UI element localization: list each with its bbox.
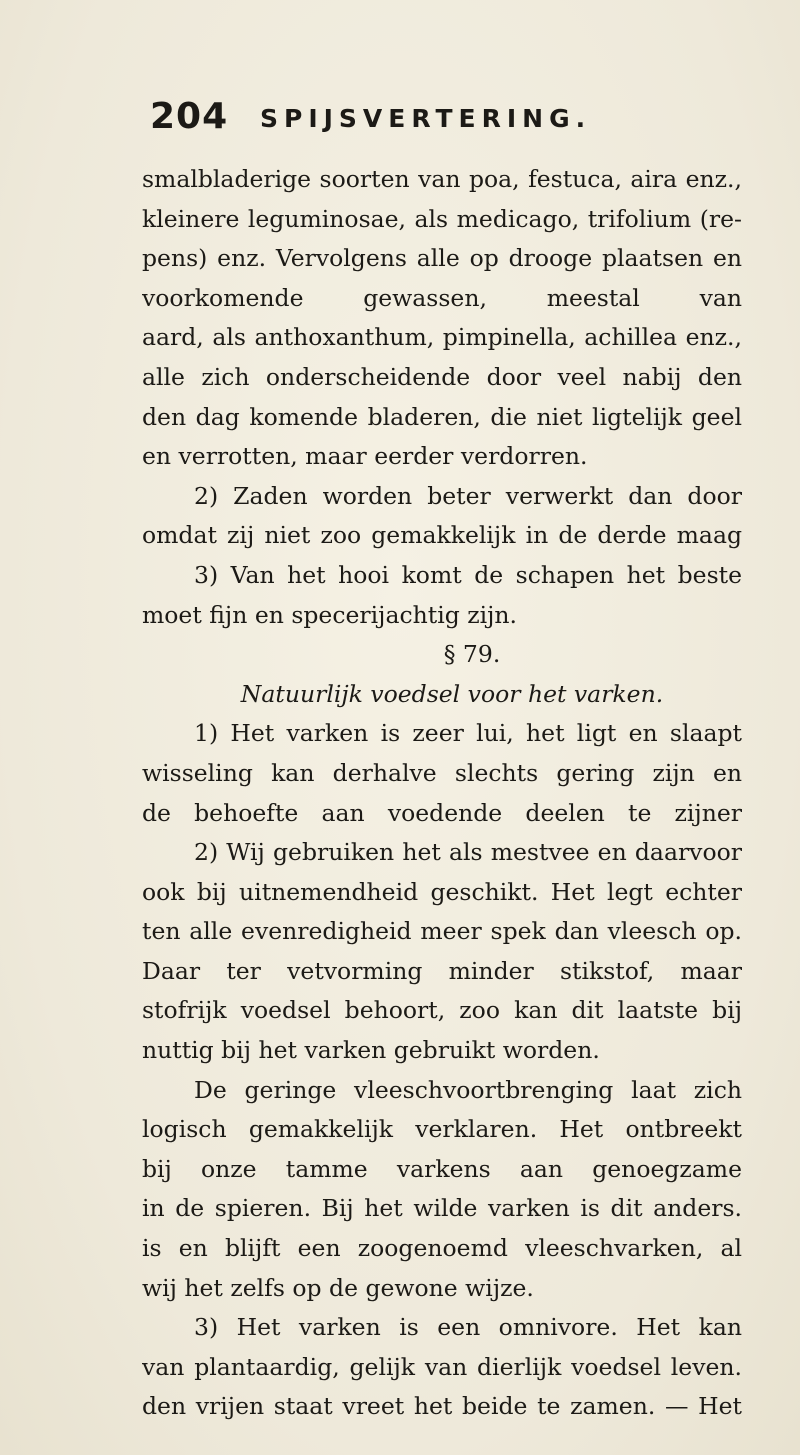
text-line: in de spieren. Bij het wilde varken is dit anders. [142, 1194, 742, 1223]
text-line: en verrotten, maar eerder verdorren. [142, 442, 588, 471]
text-line: nuttig bij het varken gebruikt worden. [142, 1036, 600, 1065]
section-number: § 79. [443, 640, 501, 669]
text-line: moet fijn en specerijachtig zijn. [142, 600, 518, 629]
text-line: kleinere leguminosae, als medicago, trifolium (re- [142, 204, 742, 233]
body-text [142, 160, 742, 1427]
text-line: 3) Het varken is een omnivore. Het kan [194, 1313, 742, 1342]
text-line: is en blijft een zoogenoemd vleeschvarken, al [142, 1234, 742, 1263]
text-line: wij het zelfs op de gewone wijze. [142, 1273, 534, 1302]
text-line: den dag komende bladeren, die niet ligtelijk geel [142, 402, 742, 431]
text-line: ook bij uitnemendheid geschikt. Het legt echter [142, 877, 742, 906]
page-number: 204 [150, 96, 229, 137]
text-line: van plantaardig, gelijk van dierlijk voedsel leven. [142, 1352, 742, 1381]
text-line: pens) enz. Vervolgens alle op drooge plaatsen en [142, 244, 742, 273]
section-title: Natuurlijk voedsel voor het varken. [240, 679, 664, 708]
text-line: logisch gemakkelijk verklaren. Het ontbreekt [142, 1115, 742, 1144]
text-line: omdat zij niet zoo gemakkelijk in de derde maag [142, 521, 742, 550]
text-line: bij onze tamme varkens aan genoegzame [142, 1154, 742, 1183]
text-line: ten alle evenredigheid meer spek dan vleesch op. [142, 917, 742, 946]
text-line: stofrijk voedsel behoort, zoo kan dit laatste bij [142, 996, 742, 1025]
text-line: alle zich onderscheidende door veel nabij den [142, 362, 742, 391]
text-line: 1) Het varken is zeer lui, het ligt en slaapt [194, 719, 742, 748]
text-line: voorkomende gewassen, meestal van [142, 283, 742, 312]
text-line: den vrijen staat vreet het beide te zamen. — Het [142, 1392, 742, 1421]
text-line: aard, als anthoxanthum, pimpinella, achillea enz., [142, 323, 742, 352]
text-line: wisseling kan derhalve slechts gering zijn en [142, 758, 742, 787]
page-header [150, 96, 710, 146]
text-line: Daar ter vetvorming minder stikstof, maar [142, 956, 742, 985]
text-line: De geringe vleeschvoortbrenging laat zich [194, 1075, 742, 1104]
running-head: SPIJSVERTERING. [260, 104, 592, 133]
text-line: smalbladerige soorten van poa, festuca, aira enz., [142, 165, 742, 193]
text-line: 2) Wij gebruiken het als mestvee en daarvoor [194, 838, 742, 867]
text-line: 3) Van het hooi komt de schapen het beste [194, 560, 742, 589]
text-line: 2) Zaden worden beter verwerkt dan door [194, 481, 742, 510]
text-line: de behoefte aan voedende deelen te zijner [142, 798, 742, 827]
